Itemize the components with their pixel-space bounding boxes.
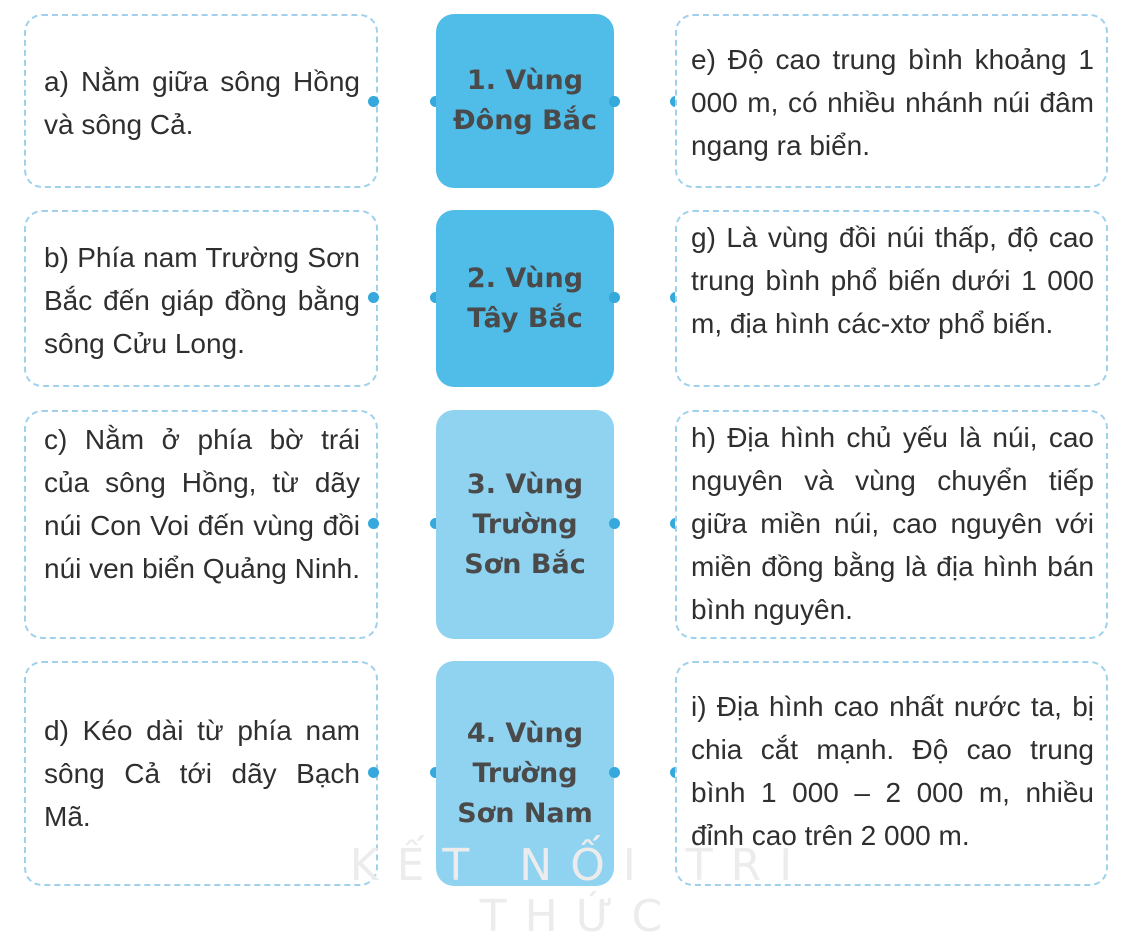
region-label-4: 4. Vùng Trường Sơn Nam — [457, 717, 593, 829]
connector-dot — [368, 767, 379, 778]
region-label-2: 2. Vùng Tây Bắc — [466, 262, 584, 334]
region-box-2 — [436, 210, 614, 387]
right-box-e — [675, 14, 1108, 188]
region-box-1 — [436, 14, 614, 188]
connector-dot — [368, 96, 379, 107]
right-text-h: h) Địa hình chủ yếu là núi, cao nguyên và vùng chuyển tiếp giữa miền núi, cao nguyên với miền đồng bằng là địa hình bán bình nguyên. — [691, 422, 1094, 625]
connector-dot — [368, 292, 379, 303]
left-box-c — [24, 410, 378, 639]
left-box-a — [24, 14, 378, 188]
left-text-c: c) Nằm ở phía bờ trái của sông Hồng, từ dãy núi Con Voi đến vùng đồi núi ven biển Quảng Ninh. — [44, 424, 360, 584]
right-text-i: i) Địa hình cao nhất nước ta, bị chia cắt mạnh. Độ cao trung bình 1 000 – 2 000 m, nhiều đỉnh cao trên 2 000 m. — [691, 691, 1094, 851]
region-label-1: 1. Vùng Đông Bắc — [453, 65, 597, 136]
connector-dot — [368, 518, 379, 529]
left-text-a: a) Nằm giữa sông Hồng và sông Cả. — [44, 66, 360, 140]
left-box-b — [24, 210, 378, 387]
right-box-h — [675, 410, 1108, 639]
right-box-g — [675, 210, 1108, 387]
connector-dot — [609, 292, 620, 303]
left-text-b: b) Phía nam Trường Sơn Bắc đến giáp đồng bằng sông Cửu Long. — [44, 242, 360, 359]
connector-dot — [609, 96, 620, 107]
publisher-watermark: KẾT NỐI TRI THỨC — [349, 840, 811, 942]
region-label-3: 3. Vùng Trường Sơn Bắc — [464, 468, 586, 580]
region-box-3 — [436, 410, 614, 639]
connector-dot — [609, 518, 620, 529]
connector-dot — [609, 767, 620, 778]
right-text-e: e) Độ cao trung bình khoảng 1 000 m, có nhiều nhánh núi đâm ngang ra biển. — [691, 44, 1094, 161]
right-text-g: g) Là vùng đồi núi thấp, độ cao trung bình phổ biến dưới 1 000 m, địa hình các-xtơ phổ biến. — [691, 222, 1094, 339]
left-text-d: d) Kéo dài từ phía nam sông Cả tới dãy Bạch Mã. — [44, 715, 360, 832]
